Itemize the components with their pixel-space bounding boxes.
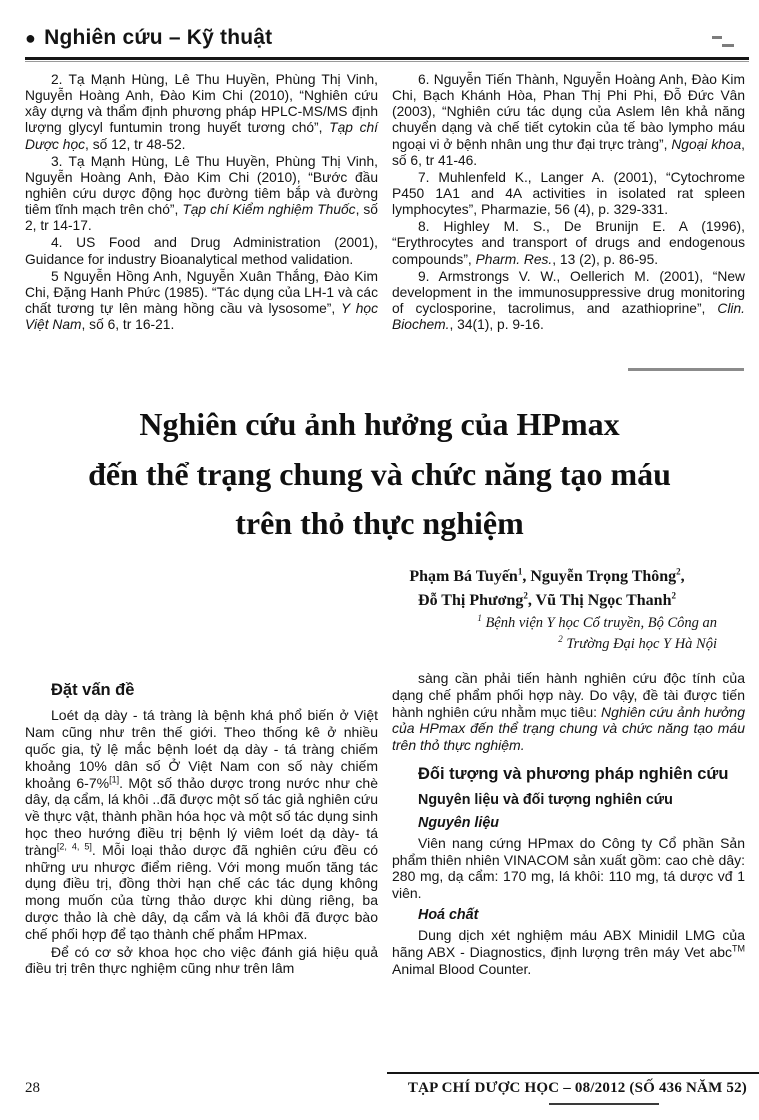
paragraph: 5 Nguyễn Hồng Anh, Nguyễn Xuân Thắng, Đào Kim Chi, Đặng Hanh Phức (1985). “Tác dụng của LH-1 và các chất tương tự lên màng hồng cầu và lysosome”, Y học Việt Nam, số 6, tr 16-21.: [25, 268, 379, 333]
body-left-column: [25, 670, 378, 978]
paragraph: 3. Tạ Mạnh Hùng, Lê Thu Huyền, Phùng Thị Vinh, Nguyễn Hoàng Anh, Đào Kim Chi (2010), “Bước đầu nghiên cứu dược động học đường tiêm bắp và đường tiêm tĩnh mạch trên chó”, Tạp chí Kiểm nghiệm Thuốc, số 2, tr 14-17.: [25, 153, 378, 234]
h1: Đối tượng và phương pháp nghiên cứu: [418, 764, 729, 783]
references-right-column: [392, 72, 745, 334]
scan-artifact: [628, 368, 744, 371]
body-right-column: [392, 670, 745, 978]
paragraph: 9. Armstrongs V. W., Oellerich M. (2001), “New development in the immunosuppressive drug monitoring of cyclosporine, tacrolimus, and azathioprine”, Clin. Biochem., 34(1), p. 9-16.: [392, 268, 745, 333]
paragraph: Để có cơ sở khoa học cho việc đánh giá hiệu quả điều trị trên thực nghiệm cũng như trên lâm: [25, 943, 378, 977]
h3: Nguyên liệu: [418, 814, 500, 831]
affil-line: $^1$ Bệnh viện Y học Cổ truyền, Bộ Công an: [477, 613, 717, 631]
h3: Hoá chất: [418, 906, 479, 923]
scan-artifact: [712, 36, 722, 39]
paragraph: sàng cần phải tiến hành nghiên cứu độc tính của dạng chế phẩm phối hợp này. Do vậy, đề tài được tiến hành nghiên cứu nhằm mục tiêu: Nghiên cứu ảnh hưởng của HPmax đến thể trạng chung và chức năng tạo máu trên thỏ thực nghiệm.: [392, 670, 745, 754]
paragraph: 6. Nguyễn Tiến Thành, Nguyễn Hoàng Anh, Đào Kim Chi, Bạch Khánh Hòa, Phan Thị Phi Phi, Đỗ Đức Vân (2003), “Nghiên cứu tác dụng của Aslem lên khả năng chuyển dạng và chế tiết cytokin của tế bào lympho máu ngoại vi ở bệnh nhân ung thư đại trực tràng”, Ngoại khoa, số 6, tr 41-46.: [392, 72, 745, 168]
author-line: Phạm Bá Tuyến$^1$, Nguyễn Trọng Thông$^2$,: [409, 566, 685, 585]
paragraph: 8. Highley M. S., De Brunijn E. A (1996), “Erythrocytes and transport of drugs and endogenous compounds”, Pharm. Res., 13 (2), p. 86-95.: [392, 219, 745, 267]
h1: Đặt vấn đề: [51, 681, 135, 699]
article-title-line-1: Nghiên cứu ảnh hưởng của HPmax: [139, 406, 620, 442]
section-label: Nghiên cứu – Kỹ thuật: [44, 26, 273, 49]
article-title-line-3: trên thỏ thực nghiệm: [235, 505, 524, 542]
paragraph: Loét dạ dày - tá tràng là bệnh khá phổ biến ở Việt Nam cũng như trên thế giới. Theo thống kê ở nhiều quốc gia, tỷ lệ mắc bệnh loét dạ dày - tá tràng chiếm khoảng 10% dân số Ở Việt Nam con số này chiếm khoảng 6-7%[1]. Một số thảo dược trong nước như chè dây, dạ cẩm, lá khôi ..đã được một số tác giả nghiên cứu về thực vật, thành phần hóa học và một số tác dụng sinh học theo hướng điều trị bệnh lý viêm loét dạ dày- tá tràng[2, 4, 5]. Mỗi loại thảo dược đã nghiên cứu đều có những ưu nhược điểm riêng. Với mong muốn tăng tác dụng điều trị, đồng thời hạn chế các tác dụng không mong muốn của từng thảo dược khi dùng riêng, ba dược thảo là chè dây, dạ cẩm và lá khôi đã được bào chế phối hợp để tạo thành chế phẩm HPmax.: [25, 707, 378, 942]
section-bullet-icon: ●: [25, 28, 37, 48]
scan-artifact: [722, 44, 734, 47]
article-title: [0, 400, 759, 549]
author-line: Đỗ Thị Phương$^2$, Vũ Thị Ngọc Thanh$^2$: [418, 590, 676, 609]
page-header: [25, 26, 745, 50]
paragraph: Dung dịch xét nghiệm máu ABX Minidil LMG của hãng ABX - Diagnostics, định lượng trên máy Vet abc™ Animal Blood Counter.: [392, 927, 745, 977]
footer-rule: [387, 1072, 759, 1074]
paragraph: 4. US Food and Drug Administration (2001), Guidance for industry Bioanalytical method validation.: [25, 235, 378, 267]
article-title-line-2: đến thể trạng chung và chức năng tạo máu: [88, 455, 671, 492]
authors-block: [377, 565, 717, 655]
header-rule-thin: [25, 61, 749, 62]
paragraph: 2. Tạ Mạnh Hùng, Lê Thu Huyền, Phùng Thị Vinh, Nguyễn Hoàng Anh, Đào Kim Chi (2010), “Nghiên cứu xây dựng và thẩm định phương pháp HPLC-MS/MS định lượng glycyl funtumin trong huyết tương chó”, Tạp chí Dược học, số 12, tr 48-52.: [25, 72, 379, 152]
article-body: [25, 670, 745, 978]
references-left-column: [25, 72, 378, 334]
section-header: [25, 26, 745, 50]
header-rule: [25, 57, 749, 60]
journal-footer-line: TẠP CHÍ DƯỢC HỌC – 08/2012 (SỐ 436 NĂM 52): [407, 1080, 747, 1096]
footer-scan-dash: [549, 1103, 659, 1105]
page-number: 28: [25, 1080, 40, 1096]
references-section: [25, 72, 745, 334]
h2: Nguyên liệu và đối tượng nghiên cứu: [418, 792, 673, 809]
paragraph: Viên nang cứng HPmax do Công ty Cổ phần Sản phẩm thiên nhiên VINACOM sản xuất gồm: cao chè dây: 280 mg, dạ cẩm: 170 mg, lá khôi: 110 mg, tá dược vđ 1 viên.: [392, 834, 745, 902]
paragraph: 7. Muhlenfeld K., Langer A. (2001), “Cytochrome P450 1A1 and 4A activities in isolated rat spleen lymphocytes”, Pharmazie, 56 (4), p. 329-331.: [392, 169, 745, 218]
affil-line: $^2$ Trường Đại học Y Hà Nội: [558, 634, 717, 653]
